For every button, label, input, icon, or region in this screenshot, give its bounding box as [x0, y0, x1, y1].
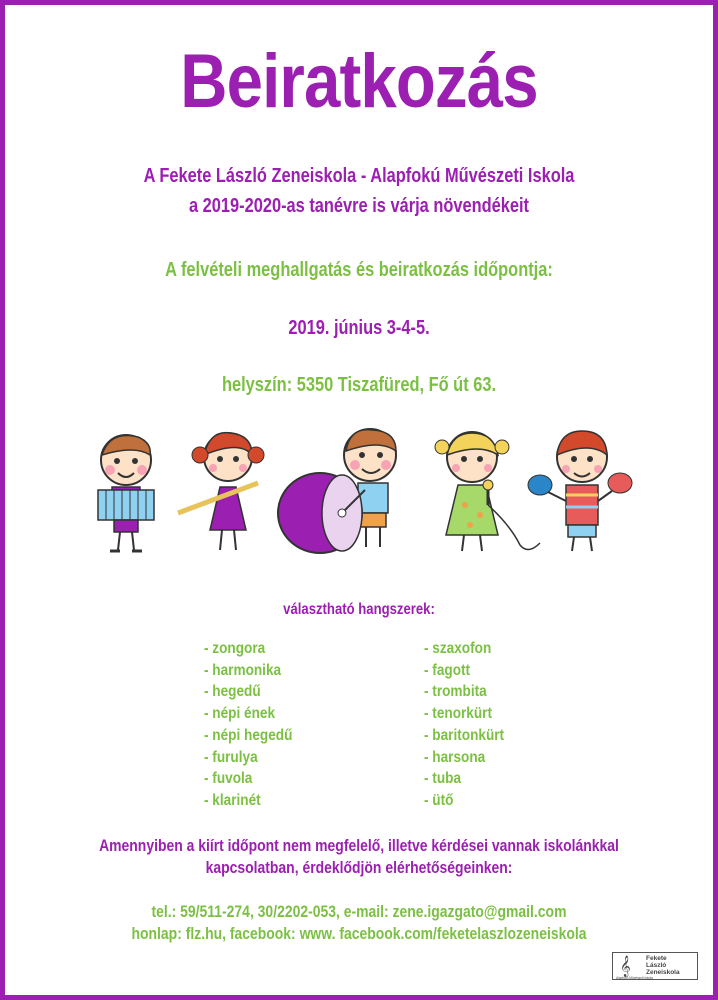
- kid-accordion-icon: [98, 435, 154, 551]
- audition-heading: A felvételi meghallgatás és beiratkozás időpontja:: [165, 259, 553, 281]
- list-item: - furulya: [204, 748, 258, 766]
- kid-flute-icon: [178, 433, 264, 550]
- list-item: - trombita: [424, 683, 487, 701]
- list-item: - harmonika: [204, 661, 282, 679]
- contact-note-line-2: kapcsolatban, érdeklődjön elérhetőségeinken:: [205, 858, 513, 877]
- kid-maracas-icon: [528, 431, 632, 551]
- contact-line-1: tel.: 59/511-274, 30/2202-053, e-mail: zene.igazgato@gmail.com: [151, 902, 567, 921]
- instruments-list-left: [204, 638, 308, 812]
- list-item: - klarinét: [204, 791, 261, 809]
- list-item: - szaxofon: [424, 640, 492, 657]
- contact-line-2: honlap: flz.hu, facebook: www. facebook.com/feketelaszlozeneiskola: [131, 924, 587, 943]
- list-item: - népi ének: [204, 705, 276, 723]
- logo-caption: Alapfokú Művészeti Iskola: [616, 976, 653, 980]
- list-item: - fagott: [424, 661, 471, 679]
- list-item: - népi hegedű: [204, 726, 293, 744]
- list-item: - ütő: [424, 791, 454, 809]
- logo-line-1: Fekete: [646, 955, 667, 962]
- children-playing-instruments-icon: [80, 425, 640, 560]
- list-item: - harsona: [424, 748, 486, 766]
- school-logo-icon: [612, 952, 698, 980]
- list-item: - hegedű: [204, 683, 261, 701]
- list-item: - baritonkürt: [424, 726, 505, 744]
- kid-drum-icon: [278, 429, 396, 553]
- svg-text:𝄞: 𝄞: [620, 956, 631, 977]
- list-item: - tenorkürt: [424, 705, 492, 723]
- list-item: - zongora: [204, 640, 266, 657]
- intro-line-2: a 2019-2020-as tanévre is várja növendékeit: [188, 195, 530, 217]
- location: helyszín: 5350 Tiszafüred, Fő út 63.: [221, 374, 497, 396]
- instruments-list-right: [424, 638, 518, 812]
- list-item: - fuvola: [204, 770, 253, 788]
- contact-note-line-1: Amennyiben a kiírt időpont nem megfelelő, illetve kérdései vannak iskolánkkal: [99, 836, 619, 855]
- page-title: Beiratkozás: [180, 39, 538, 124]
- logo-line-3: Zeneiskola: [646, 969, 680, 976]
- list-item: - tuba: [424, 770, 462, 788]
- instruments-heading: választható hangszerek:: [283, 601, 435, 618]
- audition-date: 2019. június 3-4-5.: [288, 317, 430, 339]
- intro-line-1: A Fekete László Zeneiskola - Alapfokú Művészeti Iskola: [143, 165, 575, 187]
- kid-microphone-icon: [435, 432, 540, 551]
- logo-line-2: László: [646, 962, 667, 969]
